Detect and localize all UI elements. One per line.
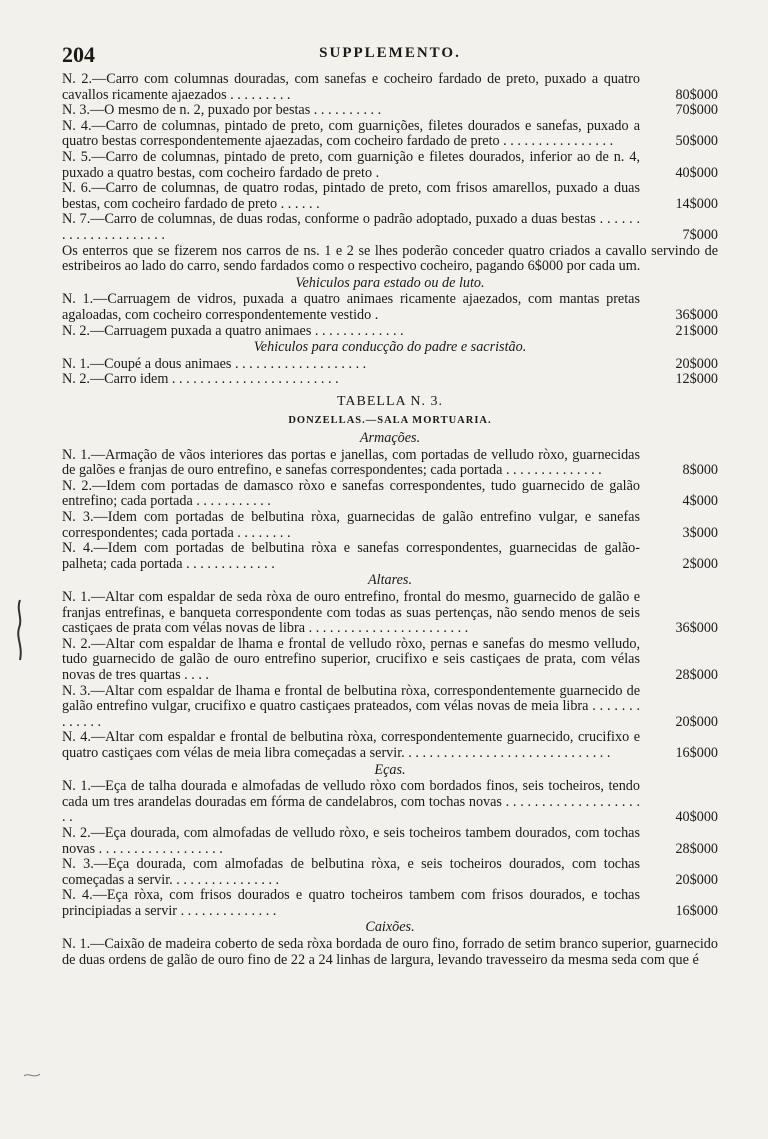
entry-text: N. 2.—Eça dourada, com almofadas de velludo ròxo, e seis tocheiros tambem dourados, com tochas novas . . . . . . . . . . . . . . . . . . <box>62 824 640 857</box>
entry-text: N. 2.—Carruagem puxada a quatro animaes . . . . . . . . . . . . . <box>62 322 404 339</box>
entry-price: 70$000 <box>675 102 718 119</box>
section-heading-estado: Vehiculos para estado ou de luto. <box>295 274 485 291</box>
entry-price: 80$000 <box>675 86 718 103</box>
entry-price: 12$000 <box>675 371 718 388</box>
entry-text: N. 3.—Idem com portadas de belbutina ròxa, guarnecidas de galão entrefino vulgar, e sanefas correspondentes; cada portada . . . . . . . . <box>62 509 640 541</box>
entry-price: 21$000 <box>675 322 718 339</box>
entry-price: 36$000 <box>675 620 718 637</box>
entry-text: N. 2.—Idem com portadas de damasco ròxo e sanefas correspondentes, tudo guarnecido de galão entrefino; cada portada . . . . . . . . . . . <box>62 477 640 510</box>
tabella-title: TABELLA N. 3. <box>337 393 443 409</box>
price-entry <box>62 541 718 572</box>
section-heading-ecas: Eças. <box>374 761 406 778</box>
entry-text: N. 1.—Coupé a dous animaes . . . . . . . . . . . . . . . . . . . <box>62 355 367 372</box>
price-entry <box>62 357 718 373</box>
price-entry <box>62 590 718 637</box>
margin-bracket-mark <box>14 598 26 662</box>
entry-text: N. 1.—Carruagem de vidros, puxada a quatro animaes ricamente ajaezados, com mantas pretas agaloadas, com cocheiro correspondentemente vestido . <box>62 291 640 323</box>
entry-price: 3$000 <box>682 524 718 541</box>
entry-text: N. 2.—Altar com espaldar de lhama e frontal de velludo ròxo, pernas e sanefas do mesmo velludo, tudo guarnecido de galão de ouro entrefino superior, crucifixo e seis castiçaes de prata, com vélas novas de tres quartas . . . . <box>62 635 640 683</box>
entry-text: N. 2.—Carro com columnas douradas, com sanefas e cocheiro fardado de preto, puxado a quatro cavallos ricamente ajaezados . . . . . . . . . <box>62 71 640 103</box>
entry-text: N. 4.—Altar com espaldar e frontal de belbutina ròxa, correspondentemente guarnecido, crucifixo e quatro castiçaes com vélas de meia libra começadas a servir. . . . . . . . . . . . . . . . . . . . . . . . . . . . . . <box>62 729 640 761</box>
price-entry <box>62 510 718 541</box>
entry-price: 20$000 <box>675 713 718 730</box>
price-entry <box>62 372 718 388</box>
entry-text: N. 3.—Eça dourada, com almofadas de belbutina ròxa, e seis tocheiros dourados, com tochas começadas a servir. . . . . . . . . . . . . . . . <box>62 856 640 888</box>
entry-text: N. 4.—Carro de columnas, pintado de preto, com guarnições, filetes dourados e sanefas, puxado a quatro bestas correspondentemente ajaezadas, com cocheiro fardado de preto . . . . . . . . . . . . . . . . <box>62 117 640 150</box>
paragraph-criados: Os enterros que se fizerem nos carros de ns. 1 e 2 se lhes poderão conceder quatro criados a cavallo servindo de estribeiros ao lado do carro, sendo fardados como o respectivo cocheiro, pagando 6$000 por cada um. <box>62 242 718 275</box>
entry-text: N. 4.—Idem com portadas de belbutina ròxa e sanefas correspondentes, guarnecidas de galão-palheta; cada portada . . . . . . . . . . . . . <box>62 540 640 572</box>
entry-price: 20$000 <box>675 871 718 888</box>
entry-price: 28$000 <box>675 840 718 857</box>
top-entries <box>62 72 718 244</box>
entry-price: 40$000 <box>675 164 718 181</box>
entry-text: N. 6.—Carro de columnas, de quatro rodas, pintado de preto, com frisos amarellos, puxado a duas bestas, com cocheiro fardado de preto . . . . . . <box>62 180 640 212</box>
section-heading-caixoes: Caixões. <box>365 919 415 936</box>
price-entry <box>62 150 718 181</box>
entry-text: N. 2.—Carro idem . . . . . . . . . . . . . . . . . . . . . . . . <box>62 371 339 388</box>
entry-price: 4$000 <box>682 493 718 510</box>
entry-text: N. 7.—Carro de columnas, de duas rodas, conforme o padrão adoptado, puxado a duas bestas . . . . . . . . . . . . . . . . . . . . . <box>62 211 640 243</box>
price-entry <box>62 448 718 479</box>
section-heading-armacoes: Armações. <box>359 430 421 447</box>
running-title: SUPPLEMENTO. <box>319 45 461 61</box>
entry-price: 7$000 <box>682 226 718 243</box>
entry-text: N. 4.—Eça ròxa, com frisos dourados e quatro tocheiros tambem com frisos dourados, e tochas principiadas a servir . . . . . . . . . . . . . . <box>62 887 640 919</box>
entry-text: N. 1.—Eça de talha dourada e almofadas de velludo ròxo com bordados finos, seis tocheiros, tendo cada um tres arandelas douradas em fórma de candelabros, com tochas novas . . . . . . . . . . . . . . . . . . . . . <box>62 778 640 826</box>
entry-price: 40$000 <box>675 809 718 826</box>
price-entry <box>62 779 718 826</box>
entry-price: 16$000 <box>675 744 718 761</box>
entry-price: 50$000 <box>675 133 718 150</box>
section-heading-padre: Vehiculos para conducção do padre e sacristão. <box>253 339 527 356</box>
entry-text: N. 5.—Carro de columnas, pintado de preto, com guarnição e filetes dourados, inferior ao de n. 4, puxado a quatro bestas, com cocheiro fardado de preto . <box>62 148 640 181</box>
price-entry <box>62 103 718 119</box>
caixoes-entry-text: N. 1.—Caixão de madeira coberto de seda ròxa bordada de ouro fino, forrado de setim branco superior, guarnecido de duas ordens de galão de ouro fino de 22 a 24 linhas de largura, levando travesseiro da mesma seda com que é <box>62 936 718 968</box>
price-entry <box>62 684 718 731</box>
entry-price: 20$000 <box>675 355 718 372</box>
price-entry <box>62 857 718 888</box>
price-entry <box>62 888 718 919</box>
price-entry <box>62 826 718 857</box>
entry-text: N. 3.—O mesmo de n. 2, puxado por bestas . . . . . . . . . . <box>62 102 382 119</box>
entry-price: 16$000 <box>675 902 718 919</box>
price-entry <box>62 181 718 212</box>
page-body <box>62 72 718 968</box>
price-entry <box>62 212 718 243</box>
entry-price: 8$000 <box>682 462 718 479</box>
entry-text: N. 3.—Altar com espaldar de lhama e frontal de belbutina ròxa, correspondentemente guarnecido de galão entrefino vulgar, crucifixo e quatro castiçaes prateados, com vélas novas de meia libra . . . . . . . . . . . . . <box>62 682 640 730</box>
entry-price: 2$000 <box>682 555 718 572</box>
price-entry <box>62 292 718 323</box>
tabella-subtitle: DONZELLAS.—SALA MORTUARIA. <box>288 415 492 427</box>
entry-text: N. 1.—Altar com espaldar de seda ròxa de ouro entrefino, frontal do mesmo, guarnecido de galão e franjas entrefinas, e banqueta correspondente com todas as suas pertenças, não sendo menos de seis castiçaes de prata com vélas novas de libra . . . . . . . . . . . . . . . . . . . . . . . <box>62 589 640 637</box>
ink-smudge-mark <box>22 1070 42 1080</box>
price-entry <box>62 479 718 510</box>
page-header <box>62 38 718 72</box>
entry-text: N. 1.—Armação de vãos interiores das portas e janellas, com portadas de velludo ròxo, guarnecidas de galões e franjas de ouro entrefino, e sanefas correspondentes; cada portada . . . . . . . . . . . . . . <box>62 446 640 479</box>
section-heading-altares: Altares. <box>367 572 412 589</box>
price-entry <box>62 119 718 150</box>
page-number: 204 <box>62 42 95 67</box>
price-entry <box>62 637 718 684</box>
price-entry <box>62 730 718 761</box>
price-entry <box>62 72 718 103</box>
entry-price: 14$000 <box>675 195 718 212</box>
entry-price: 28$000 <box>675 666 718 683</box>
entry-price: 36$000 <box>675 306 718 323</box>
price-entry <box>62 324 718 340</box>
